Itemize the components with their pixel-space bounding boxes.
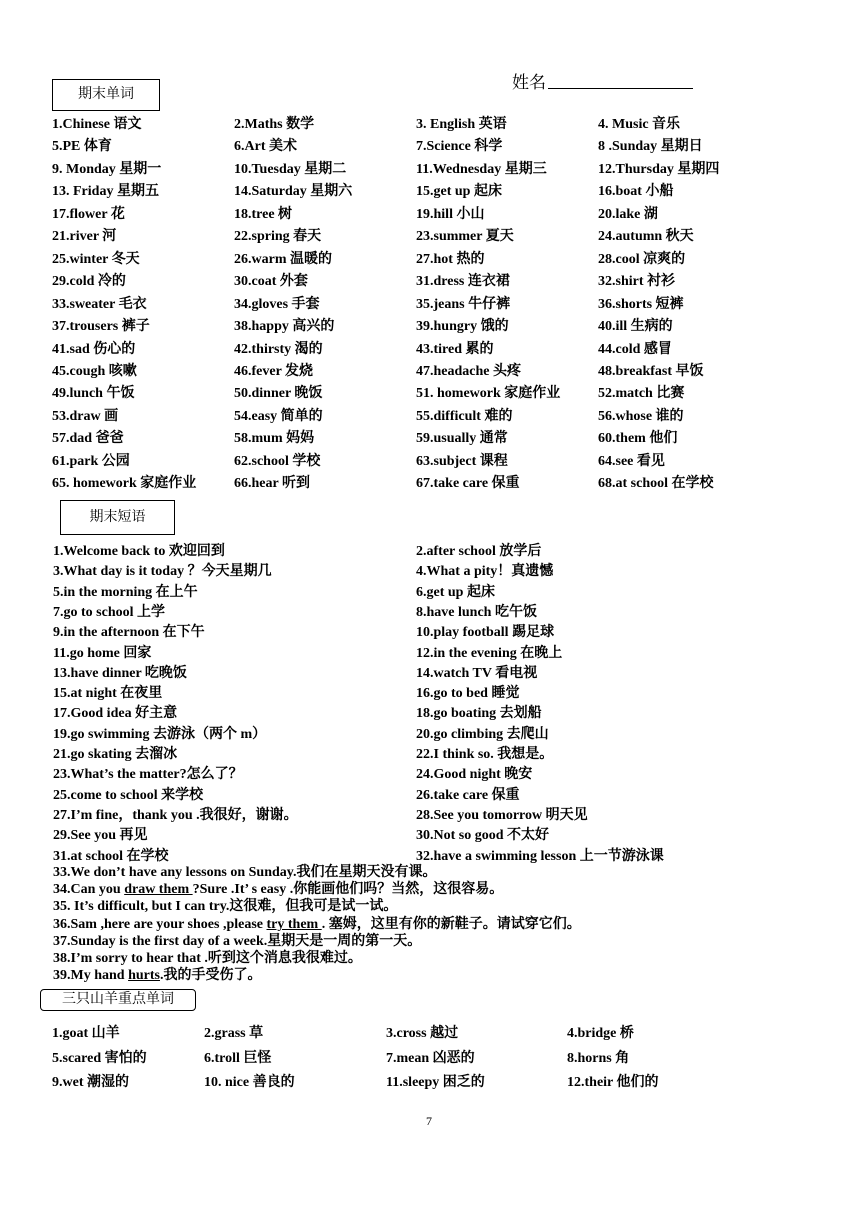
word-item: 38.happy 高兴的 [234,319,335,335]
sentence-35: 35. It’s difficult, but I can try.这很难，但我可是试一试。 [53,899,398,914]
phrase-item: 18.go boating 去划船 [416,706,542,722]
phrase-item: 25.come to school 来学校 [53,787,204,803]
word-item: 36.shorts 短裤 [598,296,684,312]
goat-word-item: 7.mean 凶恶的 [386,1050,475,1066]
phrase-item: 31.at school 在学校 [53,848,169,864]
sentence-39-part-a: 39.My hand [53,968,129,983]
word-item: 41.sad 伤心的 [52,341,136,357]
word-item: 44.cold 感冒 [598,341,672,357]
name-label: 姓名 [512,73,546,92]
phrase-item: 20.go climbing 去爬山 [416,726,549,742]
word-item: 52.match 比赛 [598,386,685,402]
word-item: 24.autumn 秋天 [598,229,694,245]
phrase-item: 17.Good idea 好主意 [53,706,178,722]
sentence-38: 38.I’m sorry to hear that .听到这个消息我很难过。 [53,951,362,966]
word-item: 9. Monday 星期一 [52,161,162,177]
word-item: 2.Maths 数学 [234,117,315,132]
word-item: 34.gloves 手套 [234,296,320,312]
word-item: 67.take care 保重 [416,476,520,492]
phrase-item: 32.have a swimming lesson 上一节游泳课 [416,848,664,864]
word-item: 32.shirt 衬衫 [598,274,675,290]
word-item: 51. homework 家庭作业 [416,386,561,402]
word-item: 50.dinner 晚饭 [234,386,323,402]
sentence-36-underlined: try them [266,917,322,932]
name-blank-line [548,88,693,89]
goat-word-item: 8.horns 角 [567,1050,630,1066]
word-item: 18.tree 树 [234,206,293,222]
word-item: 66.hear 听到 [234,476,310,492]
phrase-item: 11.go home 回家 [53,645,152,661]
word-item: 1.Chinese 语文 [52,117,142,132]
word-item: 63.subject 课程 [416,453,508,469]
word-item: 35.jeans 牛仔裤 [416,296,511,312]
phrase-item: 10.play football 踢足球 [416,625,555,641]
word-item: 11.Wednesday 星期三 [416,161,547,177]
goat-word-item: 1.goat 山羊 [52,1026,120,1041]
word-item: 42.thirsty 渴的 [234,341,323,357]
word-item: 19.hill 小山 [416,206,485,222]
goat-word-item: 6.troll 巨怪 [204,1050,272,1066]
word-item: 26.warm 温暖的 [234,251,332,267]
phrase-item: 9.in the afternoon 在下午 [53,625,205,641]
word-item: 31.dress 连衣裙 [416,274,510,290]
sentence-39-underlined: hurts [128,968,160,983]
word-item: 57.dad 爸爸 [52,431,124,447]
phrase-item: 14.watch TV 看电视 [416,665,538,681]
sentence-34-part-a: 34.Can you [53,882,125,897]
word-item: 21.river 河 [52,229,117,245]
word-item: 53.draw 画 [52,408,119,424]
phrase-item: 12.in the evening 在晚上 [416,645,563,661]
word-item: 12.Thursday 星期四 [598,161,720,177]
phrase-item: 4.What a pity！真遗憾 [416,564,554,580]
phrase-item: 16.go to bed 睡觉 [416,686,520,702]
section-title-final-phrases: 期末短语 [60,500,175,535]
word-item: 8 .Sunday 星期日 [598,139,703,155]
word-item: 39.hungry 饿的 [416,319,509,335]
word-item: 46.fever 发烧 [234,363,314,379]
phrase-item: 29.See you 再见 [53,828,148,844]
word-item: 22.spring 春天 [234,229,322,245]
word-item: 59.usually 通常 [416,431,508,447]
word-item: 14.Saturday 星期六 [234,184,353,200]
phrase-item: 8.have lunch 吃午饭 [416,604,537,620]
phrase-item: 23.What’s the matter?怎么了？ [53,767,243,783]
word-item: 47.headache 头疼 [416,363,521,379]
word-item: 7.Science 科学 [416,139,503,155]
phrase-item: 30.Not so good 不太好 [416,828,550,844]
word-item: 55.difficult 难的 [416,408,513,424]
word-item: 40.ill 生病的 [598,319,673,335]
word-item: 62.school 学校 [234,453,321,469]
sentence-39-part-b: .我的手受伤了。 [159,968,262,983]
phrase-item: 3.What day is it today ？今天星期几 [53,564,272,580]
word-item: 60.them 他们 [598,431,678,447]
word-item: 43.tired 累的 [416,341,494,357]
goat-word-item: 5.scared 害怕的 [52,1050,147,1066]
word-item: 17.flower 花 [52,206,125,222]
word-item: 13. Friday 星期五 [52,184,159,200]
phrase-item: 1.Welcome back to 欢迎回到 [53,544,225,559]
goat-word-item: 9.wet 潮湿的 [52,1075,129,1090]
word-item: 5.PE 体育 [52,139,112,155]
goat-word-item: 2.grass 草 [204,1026,264,1041]
phrase-item: 7.go to school 上学 [53,604,165,620]
word-item: 20.lake 湖 [598,206,658,222]
word-item: 56.whose 谁的 [598,408,684,424]
phrase-item: 26.take care 保重 [416,787,520,803]
word-item: 3. English 英语 [416,117,507,132]
phrase-item: 24.Good night 晚安 [416,767,533,783]
word-item: 15.get up 起床 [416,184,502,200]
word-item: 68.at school 在学校 [598,476,714,492]
word-item: 45.cough 咳嗽 [52,363,137,379]
sentence-37: 37.Sunday is the first day of a week.星期天是一周的第一天。 [53,934,422,949]
phrase-item: 28.See you tomorrow 明天见 [416,807,588,823]
word-item: 28.cool 凉爽的 [598,251,686,267]
sentence-39 [53,964,261,984]
word-item: 37.trousers 裤子 [52,319,150,335]
phrase-item: 5.in the morning 在上午 [53,584,198,600]
word-item: 58.mum 妈妈 [234,431,315,447]
section-title-three-goats: 三只山羊重点单词 [40,989,196,1011]
page-number: 7 [426,1114,432,1128]
word-item: 25.winter 冬天 [52,251,140,267]
phrase-item: 19.go swimming 去游泳（两个 m） [53,726,267,742]
goat-word-item: 11.sleepy 困乏的 [386,1075,485,1090]
word-item: 30.coat 外套 [234,274,308,290]
word-item: 23.summer 夏天 [416,229,514,245]
section-title-final-words: 期末单词 [52,79,160,111]
word-item: 6.Art 美术 [234,139,297,155]
word-item: 16.boat 小船 [598,184,674,200]
phrase-item: 22.I think so. 我想是。 [416,747,554,762]
word-item: 27.hot 热的 [416,251,485,267]
sentence-36-part-b: . 塞姆，这里有你的新鞋子。请试穿它们。 [321,917,581,932]
goat-word-item: 10. nice 善良的 [204,1075,295,1090]
word-item: 64.see 看见 [598,453,665,469]
goat-word-item: 4.bridge 桥 [567,1026,634,1041]
phrase-item: 6.get up 起床 [416,584,495,600]
goat-word-item: 12.their 他们的 [567,1075,659,1090]
word-item: 65. homework 家庭作业 [52,476,197,492]
word-item: 49.lunch 午饭 [52,386,135,402]
word-item: 48.breakfast 早饭 [598,363,704,379]
phrase-item: 13.have dinner 吃晚饭 [53,665,187,681]
word-item: 10.Tuesday 星期二 [234,161,347,177]
phrase-item: 2.after school 放学后 [416,544,542,559]
goat-word-item: 3.cross 越过 [386,1026,459,1041]
sentence-36-part-a: 36.Sam ,here are your shoes ,please [53,917,267,932]
phrase-item: 15.at night 在夜里 [53,686,163,702]
phrase-item: 21.go skating 去溜冰 [53,747,178,762]
sentence-33: 33.We don’t have any lessons on Sunday.我们在星期天没有课。 [53,865,437,880]
phrase-item: 27.I’m fine，thank you .我很好，谢谢。 [53,807,298,823]
word-item: 54.easy 简单的 [234,408,323,424]
word-item: 33.sweater 毛衣 [52,296,147,312]
sentence-34-underlined: draw them [124,882,193,897]
word-item: 61.park 公园 [52,453,130,469]
word-item: 29.cold 冷的 [52,274,126,290]
sentence-34-part-b: ?Sure .It’ s easy .你能画他们吗？当然，这很容易。 [192,882,504,897]
word-item: 4. Music 音乐 [598,117,681,132]
